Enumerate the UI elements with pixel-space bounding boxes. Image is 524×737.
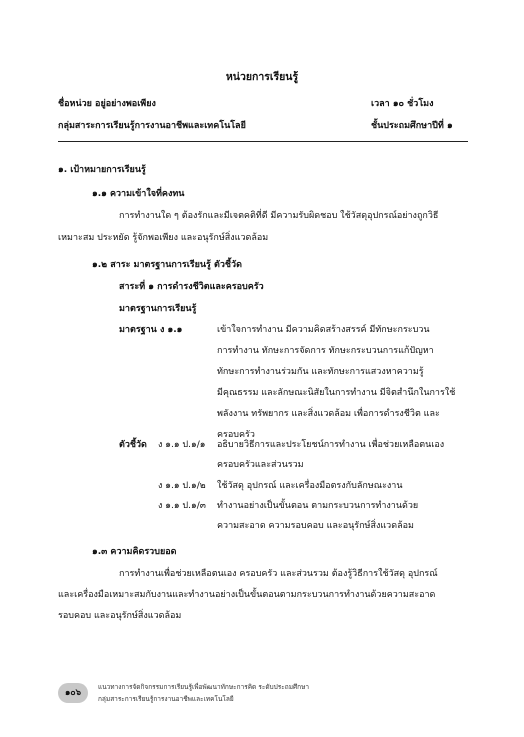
indicator-line: ความสะอาด ความรอบคอบ และอนุรักษ์สิ่งแวดล้อม bbox=[217, 521, 414, 531]
indicator-code: ง ๑.๑ ป.๑/๑ bbox=[158, 440, 206, 450]
page-number: ๑๐๖ bbox=[58, 683, 88, 703]
section-1-1-heading: ๑.๑ ความเข้าใจที่คงทน bbox=[92, 189, 185, 199]
standard-line: ทักษะการทำงานร่วมกัน และทักษะการแสวงหาความรู้ bbox=[217, 367, 424, 377]
section-1-2-heading: ๑.๒ สาระ มาตรฐานการเรียนรู้ ตัวชี้วัด bbox=[92, 260, 242, 270]
unit-name: ชื่อหน่วย อยู่อย่างพอเพียง bbox=[58, 99, 156, 109]
indicator-code: ง ๑.๑ ป.๑/๒ bbox=[158, 481, 206, 491]
subject-group: กลุ่มสาระการเรียนรู้การงานอาชีพและเทคโนโลยี bbox=[58, 121, 246, 131]
indicator-line: อธิบายวิธีการและประโยชน์การทำงาน เพื่อช่วยเหลือตนเอง bbox=[217, 440, 445, 450]
section-1-3-line-2: และเครื่องมือเหมาะสมกับงานและทำงานอย่างเป็นขั้นตอนตามกระบวนการทำงานด้วยความสะอาด bbox=[58, 590, 436, 600]
header-divider bbox=[58, 141, 468, 142]
indicator-code: ง ๑.๑ ป.๑/๓ bbox=[158, 501, 206, 511]
section-1-3-heading: ๑.๓ ความคิดรวบยอด bbox=[92, 547, 177, 557]
section-1-3-line-3: รอบคอบ และอนุรักษ์สิ่งแวดล้อม bbox=[58, 611, 182, 621]
section-1-heading: ๑. เป้าหมายการเรียนรู้ bbox=[58, 165, 146, 175]
footer-line-2: กลุ่มสาระการเรียนรู้การงานอาชีพและเทคโนโลยี bbox=[98, 695, 234, 703]
grade-level: ชั้นประถมศึกษาปีที่ ๑ bbox=[371, 121, 453, 131]
indicator-line: ทำงานอย่างเป็นขั้นตอน ตามกระบวนการทำงานด้วย bbox=[217, 501, 419, 511]
section-1-1-line-1: การทำงานใด ๆ ต้องรักและมีเจตคติที่ดี มีความรับผิดชอบ ใช้วัสดุอุปกรณ์อย่างถูกวิธี bbox=[119, 211, 439, 221]
section-1-1-line-2: เหมาะสม ประหยัด รู้จักพอเพียง และอนุรักษ์สิ่งแวดล้อม bbox=[58, 233, 269, 243]
unit-hours: เวลา ๑๐ ชั่วโมง bbox=[371, 99, 434, 109]
standard-line: พลังงาน ทรัพยากร และสิ่งแวดล้อม เพื่อการดำรงชีวิต และ bbox=[217, 409, 440, 419]
standard-line: เข้าใจการทำงาน มีความคิดสร้างสรรค์ มีทักษะกระบวน bbox=[217, 325, 430, 335]
indicator-line: ครอบครัวและส่วนรวม bbox=[217, 460, 304, 470]
standard-line: การทำงาน ทักษะการจัดการ ทักษะกระบวนการแก้ปัญหา bbox=[217, 346, 434, 356]
standard-code: มาตรฐาน ง ๑.๑ bbox=[119, 325, 183, 335]
strand-title: สาระที่ ๑ การดำรงชีวิตและครอบครัว bbox=[119, 282, 264, 292]
footer-line-1: แนวทางการจัดกิจกรรมการเรียนรู้เพื่อพัฒนาทักษะการคิด ระดับประถมศึกษา bbox=[98, 683, 309, 691]
indicators-label: ตัวชี้วัด bbox=[119, 440, 147, 450]
standard-line: ครอบครัว bbox=[217, 430, 255, 440]
section-1-3-line-1: การทำงานเพื่อช่วยเหลือตนเอง ครอบครัว และส่วนรวม ต้องรู้วิธีการใช้วัสดุ อุปกรณ์ bbox=[119, 569, 438, 579]
page-title: หน่วยการเรียนรู้ bbox=[225, 71, 299, 83]
indicator-line: ใช้วัสดุ อุปกรณ์ และเครื่องมือตรงกับลักษณะงาน bbox=[217, 481, 403, 491]
standard-line: มีคุณธรรม และลักษณะนิสัยในการทำงาน มีจิตสำนึกในการใช้ bbox=[217, 388, 456, 398]
standards-label: มาตรฐานการเรียนรู้ bbox=[119, 304, 197, 314]
